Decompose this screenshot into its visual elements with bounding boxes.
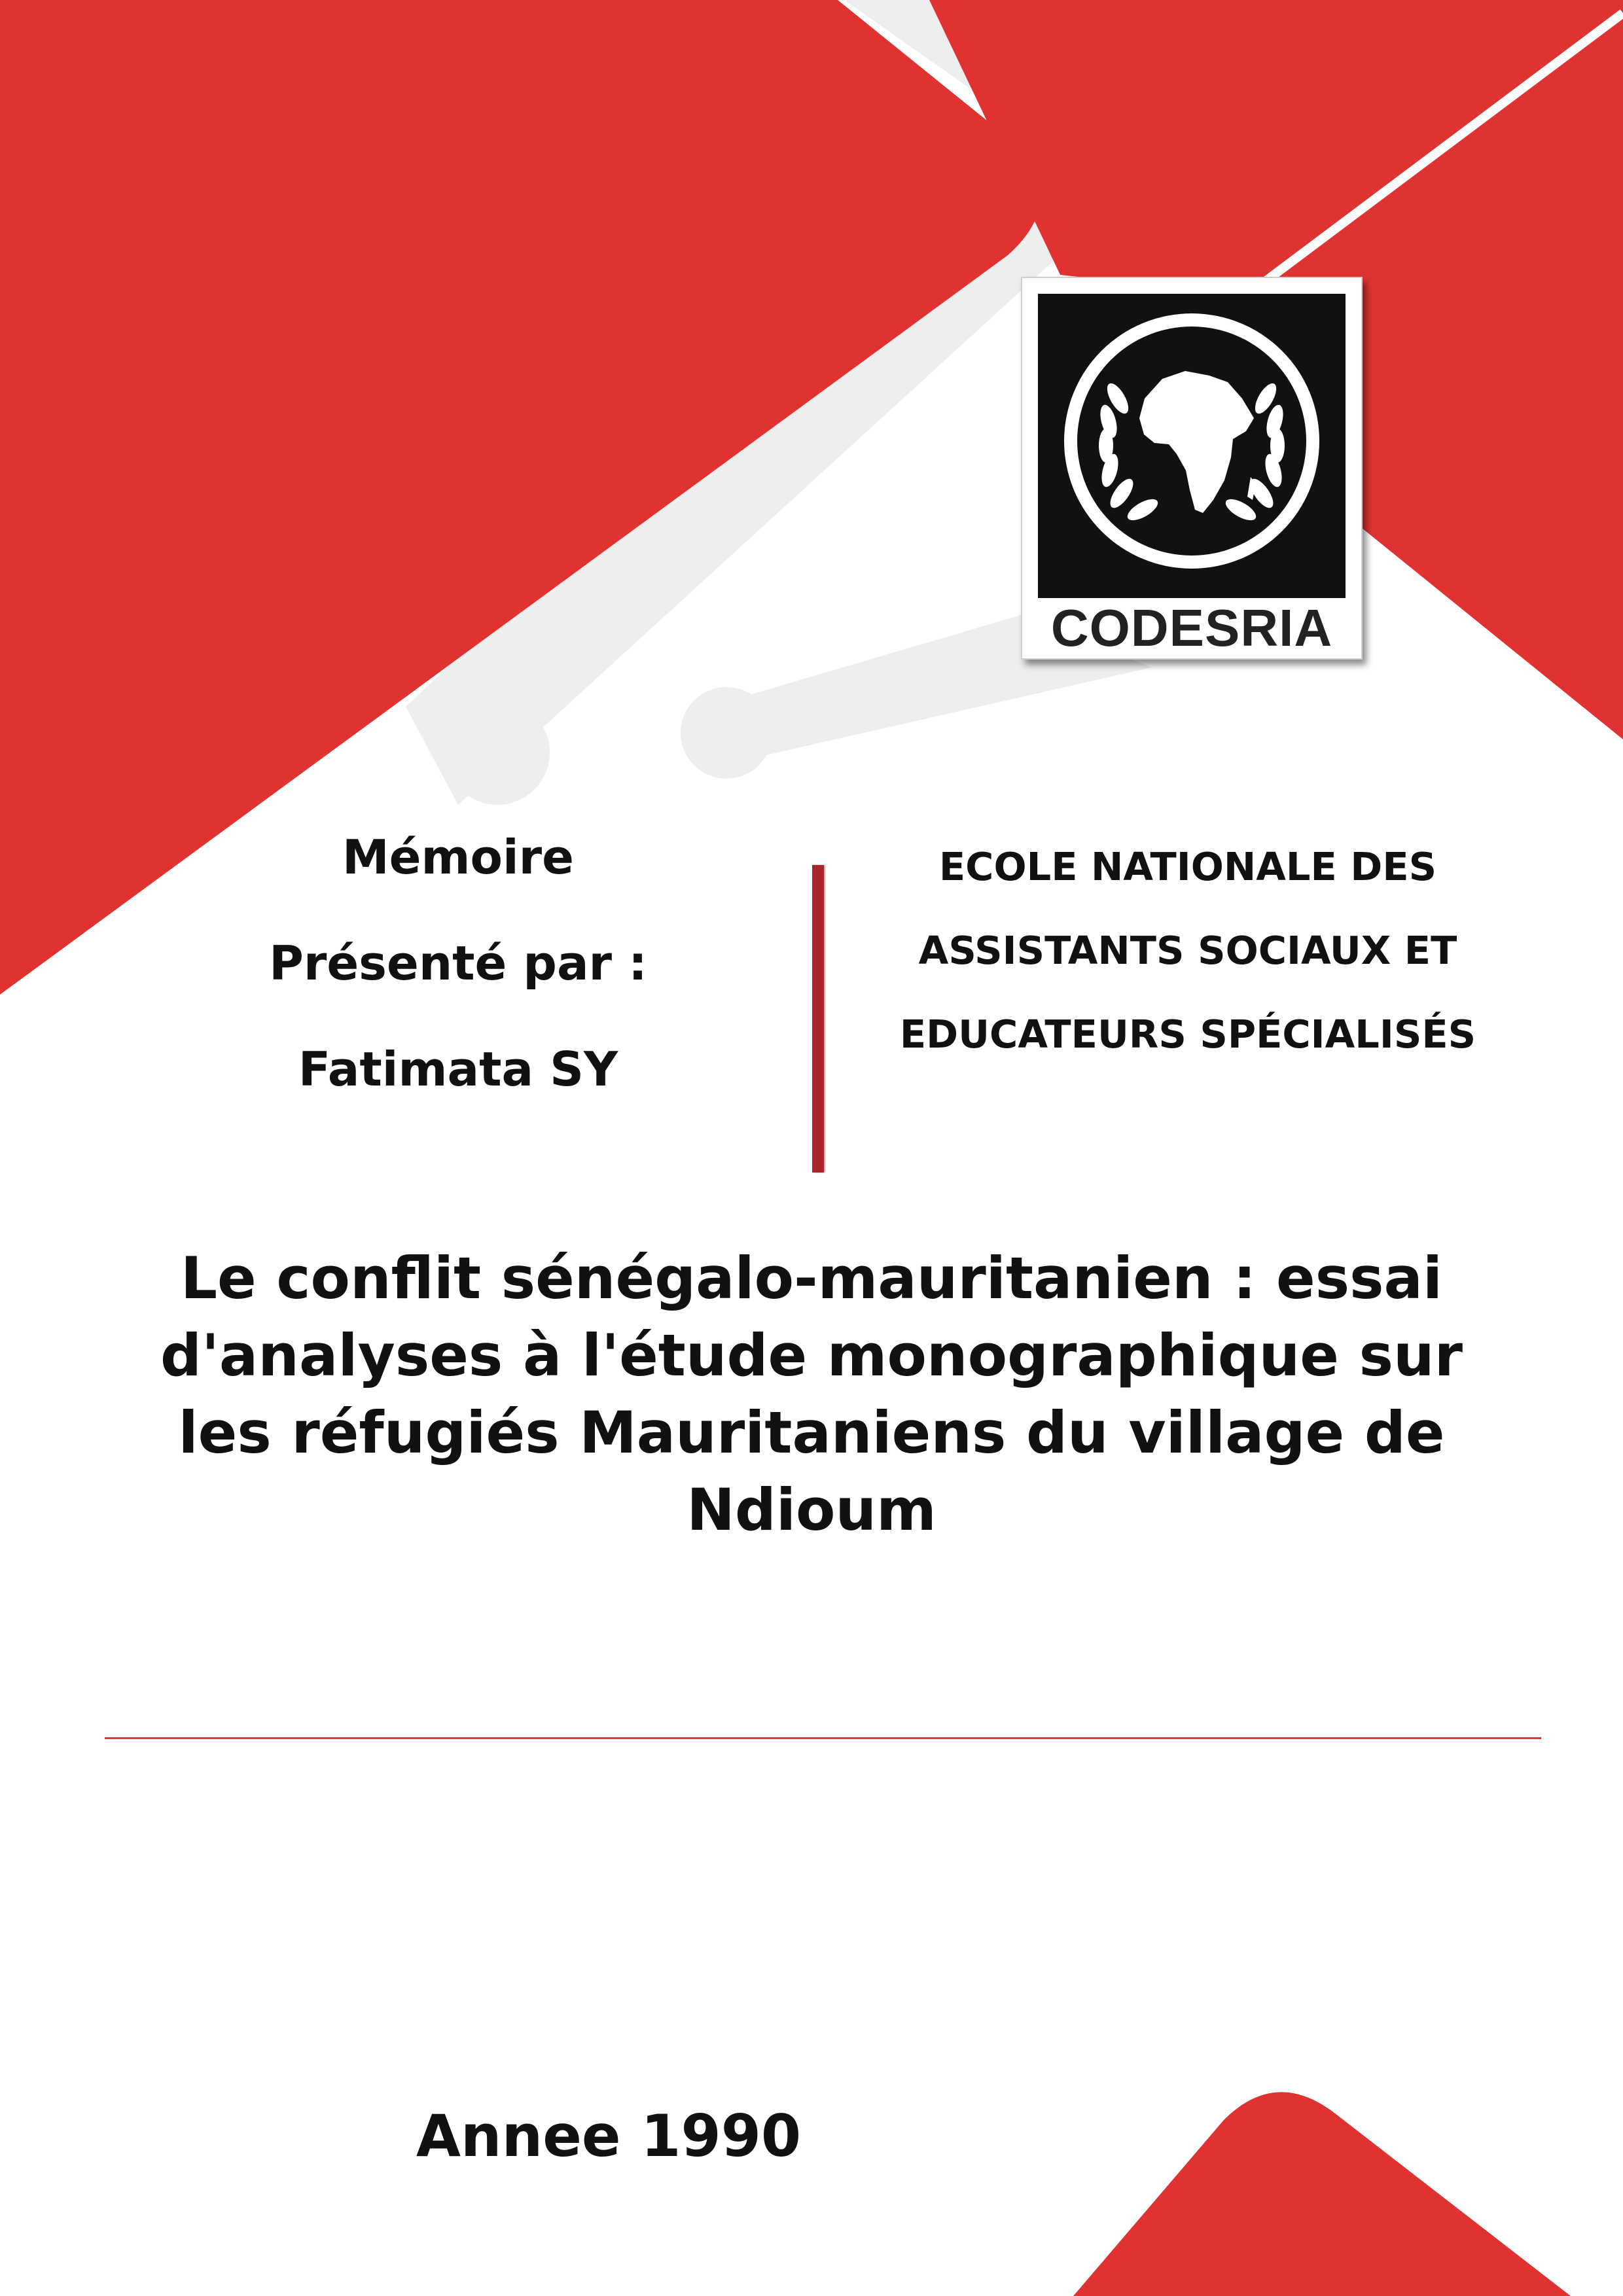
vertical-divider bbox=[812, 865, 824, 1173]
title-line: d'analyses à l'étude monographique sur bbox=[160, 1322, 1463, 1389]
school-line: EDUCATEURS SPÉCIALISÉS bbox=[899, 1012, 1476, 1057]
year-label: Annee 1990 bbox=[416, 2102, 802, 2170]
memoire-block bbox=[216, 831, 700, 1149]
school-line: ASSISTANTS SOCIAUX ET bbox=[918, 928, 1457, 973]
gray-band-cap-2 bbox=[681, 687, 772, 779]
thesis-title bbox=[72, 1240, 1551, 1549]
title-line: Ndioum bbox=[687, 1476, 936, 1544]
red-shape-bottom bbox=[1073, 2092, 1571, 2296]
logo-text: CODESRIA bbox=[1050, 599, 1333, 657]
logo-emblem-background bbox=[1038, 294, 1346, 598]
title-line: Le conflit sénégalo-mauritanien : essai bbox=[180, 1245, 1442, 1312]
codesria-logo bbox=[1021, 277, 1363, 660]
memoire-label: Mémoire bbox=[342, 830, 574, 885]
school-line: ECOLE NATIONALE DES bbox=[938, 844, 1437, 889]
africa-laurel-icon bbox=[1038, 294, 1346, 598]
gray-band-cap-1 bbox=[445, 700, 550, 805]
author-name: Fatimata SY bbox=[298, 1042, 618, 1097]
horizontal-rule bbox=[105, 1737, 1541, 1739]
school-name bbox=[828, 844, 1548, 1095]
presented-by-label: Présenté par : bbox=[269, 936, 647, 991]
title-line: les réfugiés Mauritaniens du village de bbox=[178, 1399, 1445, 1466]
